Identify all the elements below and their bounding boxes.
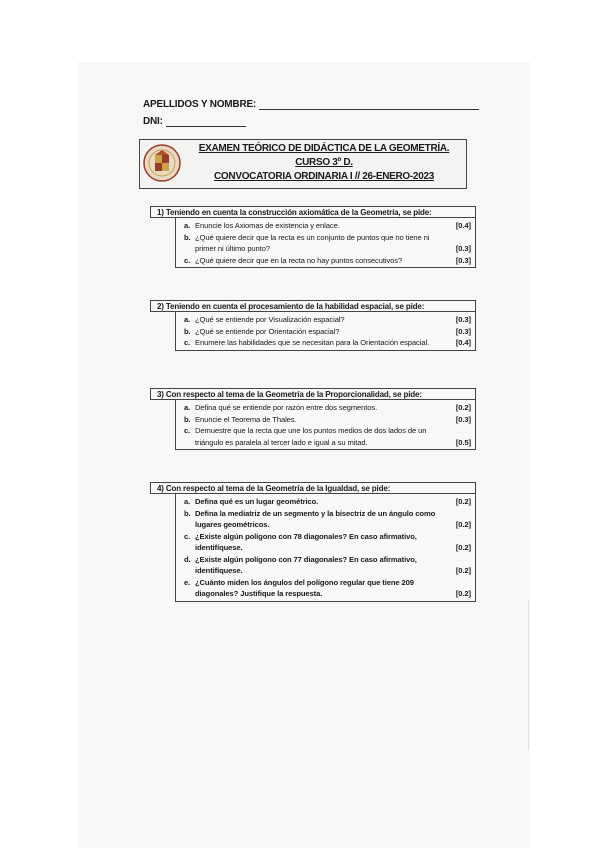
item-points: [0.2] xyxy=(455,497,471,506)
question-item xyxy=(184,255,471,267)
item-points: [0.4] xyxy=(455,338,471,347)
item-letter: a. xyxy=(184,403,191,412)
item-points: [0.3] xyxy=(455,244,471,253)
question-item xyxy=(184,531,471,554)
name-blank-line[interactable] xyxy=(259,99,479,110)
question-1-items xyxy=(175,218,476,268)
name-label: APELLIDOS Y NOMBRE: xyxy=(143,99,257,110)
item-points: [0.3] xyxy=(455,414,471,424)
item-letter: b. xyxy=(184,414,191,424)
question-item xyxy=(184,220,471,232)
dni-blank-line[interactable] xyxy=(166,116,246,127)
item-letter: c. xyxy=(184,255,191,265)
item-letter: b. xyxy=(184,508,191,518)
question-item xyxy=(184,402,471,414)
item-text: Enuncie los Axiomas de existencia y enlace. xyxy=(195,221,340,230)
dni-field xyxy=(143,116,246,127)
name-field xyxy=(143,99,479,110)
question-1-heading: 1) Teniendo en cuenta la construcción axiomática de la Geometría, se pide: xyxy=(150,206,476,218)
question-3-items xyxy=(175,400,476,450)
item-points: [0.2] xyxy=(455,589,471,598)
question-2-items xyxy=(175,312,476,351)
question-item xyxy=(184,414,471,426)
item-text: ¿Cuánto miden los ángulos del polígono regular que tiene 209 diagonales? Justifique la respuesta. xyxy=(195,577,414,598)
scan-edge xyxy=(528,600,529,750)
item-letter: c. xyxy=(184,338,191,347)
item-text: ¿Existe algún polígono con 78 diagonales? En caso afirmativo, identifíquese. xyxy=(195,531,417,552)
question-2-heading: 2) Teniendo en cuenta el procesamiento de la habilidad espacial, se pide: xyxy=(150,300,476,312)
title-line-3: CONVOCATORIA ORDINARIA I // 26-ENERO-2023 xyxy=(214,171,434,182)
item-points: [0.5] xyxy=(455,437,471,447)
item-letter: c. xyxy=(184,426,191,435)
item-letter: a. xyxy=(184,221,191,230)
item-points: [0.3] xyxy=(455,255,471,265)
question-item xyxy=(184,326,471,338)
question-item xyxy=(184,314,471,326)
item-letter: b. xyxy=(184,326,191,336)
item-points: [0.2] xyxy=(455,543,471,552)
title-line-2: CURSO 3º D. xyxy=(295,157,353,168)
item-text: Defina qué se entiende por razón entre dos segmentos. xyxy=(195,403,378,412)
item-points: [0.4] xyxy=(455,221,471,230)
item-text: ¿Existe algún polígono con 77 diagonales? En caso afirmativo, identifíquese. xyxy=(195,554,417,575)
university-seal-icon xyxy=(142,143,182,183)
item-letter: c. xyxy=(184,531,191,541)
item-points: [0.2] xyxy=(455,403,471,412)
item-text: Enuncie el Teorema de Thales. xyxy=(195,414,297,424)
item-text: ¿Qué se entiende por Visualización espacial? xyxy=(195,315,345,324)
item-letter: b. xyxy=(184,232,191,242)
question-4-heading: 4) Con respecto al tema de la Geometría de la Igualdad, se pide: xyxy=(150,482,476,494)
item-text: Enumere las habilidades que se necesitan para la Orientación espacial. xyxy=(195,338,430,347)
question-3-heading: 3) Con respecto al tema de la Geometría de la Proporcionalidad, se pide: xyxy=(150,388,476,400)
exam-title-box xyxy=(139,139,467,189)
dni-label: DNI: xyxy=(143,116,163,127)
item-text: Defina qué es un lugar geométrico. xyxy=(195,497,319,506)
item-points: [0.3] xyxy=(455,326,471,336)
item-points: [0.3] xyxy=(455,315,471,324)
item-points: [0.2] xyxy=(455,520,471,529)
question-item xyxy=(184,496,471,508)
item-text: Defina la mediatriz de un segmento y la bisectriz de un ángulo como lugares geométricos. xyxy=(195,508,436,529)
item-letter: a. xyxy=(184,315,191,324)
question-4-items xyxy=(175,494,476,602)
exam-title xyxy=(184,142,464,184)
question-item xyxy=(184,337,471,349)
item-text: ¿Qué quiere decir que en la recta no hay puntos consecutivos? xyxy=(195,255,403,265)
item-points: [0.2] xyxy=(455,566,471,575)
question-item xyxy=(184,425,471,448)
question-item xyxy=(184,554,471,577)
item-text: ¿Qué quiere decir que la recta es un conjunto de puntos que no tiene ni primer ni último punto? xyxy=(195,232,430,253)
item-letter: a. xyxy=(184,497,191,506)
item-letter: e. xyxy=(184,577,191,587)
question-item xyxy=(184,232,471,255)
item-text: ¿Qué se entiende por Orientación espacial? xyxy=(195,326,340,336)
question-item xyxy=(184,577,471,600)
title-line-1: EXAMEN TEÓRICO DE DIDÁCTICA DE LA GEOMETRÍA. xyxy=(198,143,450,154)
item-letter: d. xyxy=(184,554,191,564)
question-item xyxy=(184,508,471,531)
item-text: Demuestre que la recta que une los puntos medios de dos lados de un triángulo es paralela al tercer lado e igual a su mitad. xyxy=(195,426,427,447)
